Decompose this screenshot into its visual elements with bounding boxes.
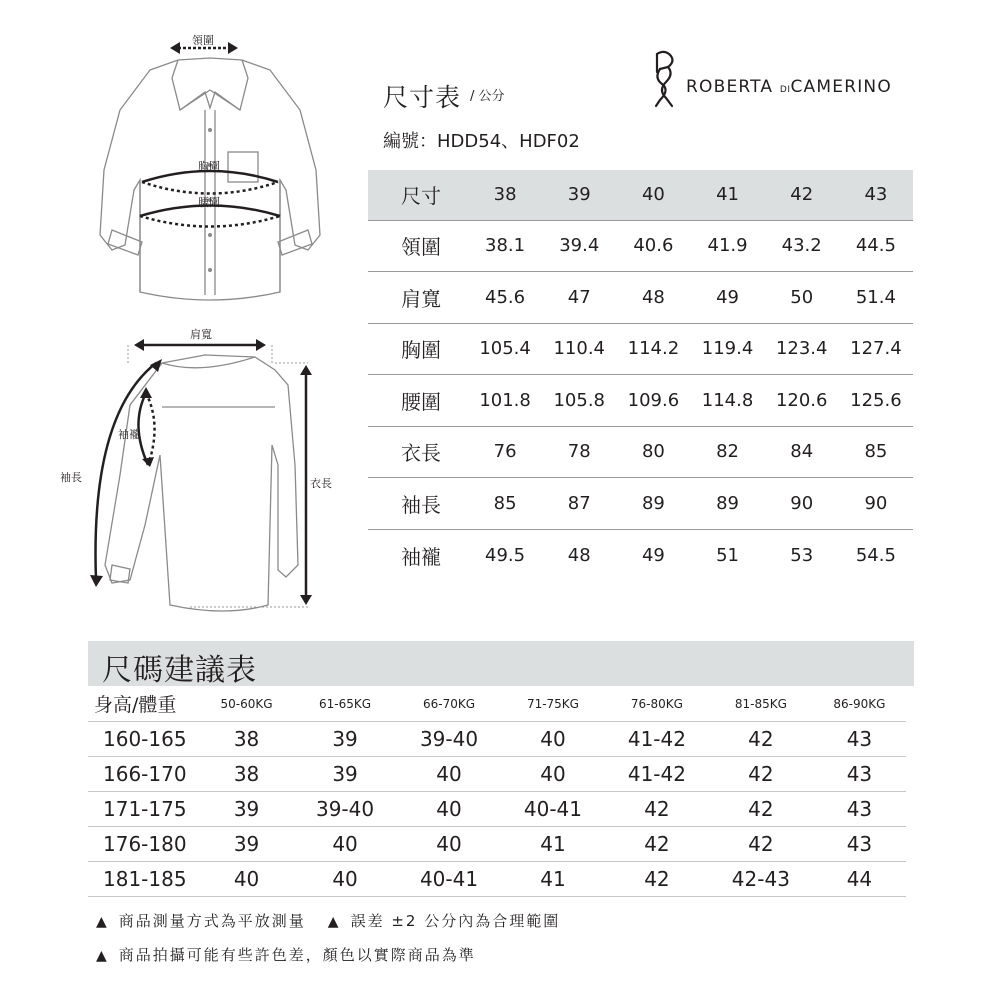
recommendation-title-bar xyxy=(88,641,914,686)
weight-col: 50-60KG xyxy=(200,687,293,721)
height-label: 171-175 xyxy=(88,791,200,826)
sleeve-label: 袖長 xyxy=(60,471,82,484)
cell: 41-42 xyxy=(605,756,709,791)
cell: 39 xyxy=(293,756,397,791)
table-row xyxy=(88,721,906,756)
table-row xyxy=(368,426,913,478)
height-label: 176-180 xyxy=(88,826,200,861)
row-label: 袖長 xyxy=(368,478,468,530)
cell: 40 xyxy=(397,756,501,791)
weight-col: 81-85KG xyxy=(709,687,813,721)
cell: 42 xyxy=(709,826,813,861)
cell: 109.6 xyxy=(616,375,690,427)
cell: 49.5 xyxy=(485,544,526,566)
cell: 90 xyxy=(765,478,839,530)
cell: 39 xyxy=(293,721,397,756)
cell: 40 xyxy=(200,861,293,896)
cell: 51 xyxy=(716,544,739,566)
note-text: 商品測量方式為平放測量 xyxy=(118,912,306,930)
cell: 40 xyxy=(501,756,605,791)
cell: 51.4 xyxy=(839,272,913,324)
cell: 41-42 xyxy=(605,721,709,756)
cell: 80 xyxy=(616,426,690,478)
cell: 105.4 xyxy=(468,323,542,375)
cell: 44.5 xyxy=(839,220,913,272)
cell: 123.4 xyxy=(765,323,839,375)
row-label: 腰圍 xyxy=(368,375,468,427)
cell: 84 xyxy=(765,426,839,478)
size-header-row xyxy=(368,170,913,220)
height-label: 166-170 xyxy=(88,756,200,791)
row-label: 衣長 xyxy=(368,426,468,478)
cell: 43.2 xyxy=(765,220,839,272)
cell: 120.6 xyxy=(765,375,839,427)
size-chart-table xyxy=(368,170,913,581)
rec-header-row xyxy=(88,687,906,721)
recommendation-title: 尺碼建議表 xyxy=(102,653,257,688)
cell: 42 xyxy=(709,791,813,826)
brand-logo xyxy=(648,50,918,110)
cell: 42 xyxy=(709,721,813,756)
cell: 76 xyxy=(468,426,542,478)
cell: 85 xyxy=(839,426,913,478)
cell: 39-40 xyxy=(397,721,501,756)
triangle-bullet-icon: ▲ xyxy=(96,914,109,930)
cell: 82 xyxy=(690,426,764,478)
cell: 49 xyxy=(641,544,665,566)
size-col: 40 xyxy=(616,170,690,220)
cell: 40-41 xyxy=(397,861,501,896)
weight-col: 76-80KG xyxy=(605,687,709,721)
table-row xyxy=(88,826,906,861)
note-line-2 xyxy=(96,944,476,965)
cell: 47 xyxy=(542,272,616,324)
cell: 53 xyxy=(790,544,814,566)
waist-label: 腰圍 xyxy=(198,196,220,209)
cell: 119.4 xyxy=(690,323,764,375)
cell: 43 xyxy=(813,756,906,791)
shirt-front-illustration xyxy=(80,30,340,320)
cell: 40 xyxy=(293,826,397,861)
table-row xyxy=(368,220,913,272)
height-label: 160-165 xyxy=(88,721,200,756)
cell: 42 xyxy=(709,756,813,791)
cell: 105.8 xyxy=(542,375,616,427)
cell: 39 xyxy=(200,791,293,826)
cell: 78 xyxy=(542,426,616,478)
triangle-bullet-icon: ▲ xyxy=(96,948,109,964)
row-label: 袖襱 xyxy=(401,544,441,569)
cell: 40 xyxy=(293,861,397,896)
cell: 114.8 xyxy=(690,375,764,427)
brand-name-part1: ROBERTA xyxy=(686,77,774,97)
size-col: 42 xyxy=(765,170,839,220)
cell: 40.6 xyxy=(616,220,690,272)
chest-label: 胸圍 xyxy=(198,160,220,173)
weight-col: 86-90KG xyxy=(813,687,906,721)
cell: 89 xyxy=(616,478,690,530)
cell: 101.8 xyxy=(468,375,542,427)
cell: 90 xyxy=(839,478,913,530)
cell: 45.6 xyxy=(468,272,542,324)
size-header-label: 尺寸 xyxy=(368,170,468,220)
height-label: 181-185 xyxy=(88,861,200,896)
weight-col: 71-75KG xyxy=(501,687,605,721)
cell: 40 xyxy=(501,721,605,756)
note-text: 誤差 ±2 公分內為合理範圍 xyxy=(350,912,561,930)
size-col: 43 xyxy=(839,170,913,220)
cell: 40 xyxy=(397,791,501,826)
cell: 39 xyxy=(200,826,293,861)
cell: 48 xyxy=(616,272,690,324)
cell: 41 xyxy=(501,826,605,861)
row-label: 胸圍 xyxy=(368,323,468,375)
shoulder-label: 肩寬 xyxy=(190,328,212,341)
cell: 127.4 xyxy=(839,323,913,375)
brand-name-di: DI xyxy=(779,85,791,95)
size-col: 38 xyxy=(468,170,542,220)
cell: 43 xyxy=(813,826,906,861)
note-text: 商品拍攝可能有些許色差，顏色以實際商品為準 xyxy=(118,946,476,964)
brand-name-part2: CAMERINO xyxy=(790,77,892,97)
cell: 110.4 xyxy=(542,323,616,375)
cell: 114.2 xyxy=(616,323,690,375)
cuff-label: 袖襱 xyxy=(118,428,140,441)
cell: 41 xyxy=(501,861,605,896)
cell: 38 xyxy=(200,756,293,791)
table-row xyxy=(368,323,913,375)
cell: 89 xyxy=(690,478,764,530)
table-row xyxy=(88,791,906,826)
cell: 42 xyxy=(605,791,709,826)
cell: 42-43 xyxy=(709,861,813,896)
cell: 40 xyxy=(397,826,501,861)
weight-col: 66-70KG xyxy=(397,687,501,721)
cell: 38.1 xyxy=(468,220,542,272)
cell: 42 xyxy=(605,861,709,896)
table-row xyxy=(88,861,906,896)
cell: 41.9 xyxy=(690,220,764,272)
cell: 125.6 xyxy=(839,375,913,427)
cell: 43 xyxy=(813,721,906,756)
cell: 42 xyxy=(605,826,709,861)
cell: 38 xyxy=(200,721,293,756)
size-chart-unit: / 公分 xyxy=(470,89,505,104)
cell: 50 xyxy=(765,272,839,324)
collar-label: 領圍 xyxy=(192,34,214,47)
table-row xyxy=(368,478,913,530)
cell: 39.4 xyxy=(542,220,616,272)
table-row xyxy=(368,375,913,427)
scarf-r-icon xyxy=(648,50,682,110)
table-row xyxy=(368,529,913,581)
cell: 87 xyxy=(542,478,616,530)
cell: 49 xyxy=(690,272,764,324)
table-row xyxy=(88,756,906,791)
cell: 85 xyxy=(468,478,542,530)
size-chart-title: 尺寸表 xyxy=(383,83,462,112)
recommendation-table xyxy=(88,687,906,897)
cell: 40-41 xyxy=(501,791,605,826)
length-label: 衣長 xyxy=(310,477,332,490)
size-col: 41 xyxy=(690,170,764,220)
rec-corner-label: 身高/體重 xyxy=(88,687,200,721)
cell: 48 xyxy=(567,544,591,566)
triangle-bullet-icon: ▲ xyxy=(327,914,341,930)
weight-col: 61-65KG xyxy=(293,687,397,721)
size-col: 39 xyxy=(542,170,616,220)
note-line-1 xyxy=(96,910,560,931)
shirt-back-illustration xyxy=(50,325,360,615)
row-label: 肩寬 xyxy=(368,272,468,324)
cell: 54.5 xyxy=(855,544,896,566)
model-number: 編號：HDD54、HDF02 xyxy=(383,131,580,152)
table-row xyxy=(368,272,913,324)
cell: 43 xyxy=(813,791,906,826)
cell: 39-40 xyxy=(293,791,397,826)
row-label: 領圍 xyxy=(368,220,468,272)
cell: 44 xyxy=(813,861,906,896)
